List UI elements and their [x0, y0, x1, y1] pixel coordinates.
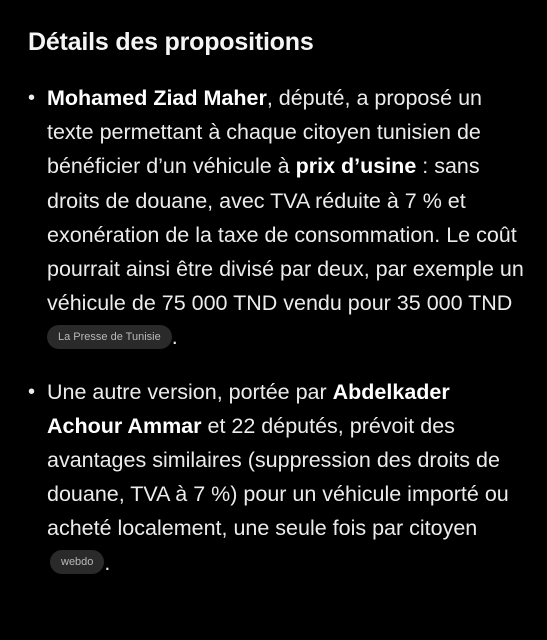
list-item-maher: [28, 81, 529, 355]
list-item-ammar: [28, 375, 529, 580]
bullet-icon: •: [28, 87, 36, 109]
item-end-punctuation: .: [171, 325, 178, 350]
item-text: , député, a proposé un texte permettant à chaque citoyen tunisien de bénéficier d’un véhicule à: [47, 86, 482, 179]
item-text: et 22 députés, prévoit des avantages similaires (suppression des droits de douane, TVA à 7 %) pour un véhicule importé ou acheté localement, une seule fois par citoyen: [47, 413, 509, 541]
source-chip-webdo[interactable]: webdo: [50, 550, 104, 574]
item-text: Une autre version, portée par: [47, 379, 333, 404]
section-heading: Détails des propositions: [28, 28, 314, 56]
bullet-icon: •: [28, 380, 36, 403]
item-end-punctuation: .: [104, 550, 111, 575]
bold-name-ammar: Abdelkader Achour Ammar: [47, 379, 450, 438]
source-chip-la-presse[interactable]: La Presse de Tunisie: [47, 325, 172, 349]
item-text: : sans droits de douane, avec TVA réduite à 7 % et exonération de la taxe de consommation. Le coût pourrait ainsi être divisé par deux, par exemple un véhicule de 75 000 TND vendu pour 35 000 TND: [47, 154, 524, 316]
propositions-list: [28, 81, 529, 580]
bold-prix-usine: prix d’usine: [295, 154, 417, 179]
bold-name-maher: Mohamed Ziad Maher: [47, 86, 267, 110]
